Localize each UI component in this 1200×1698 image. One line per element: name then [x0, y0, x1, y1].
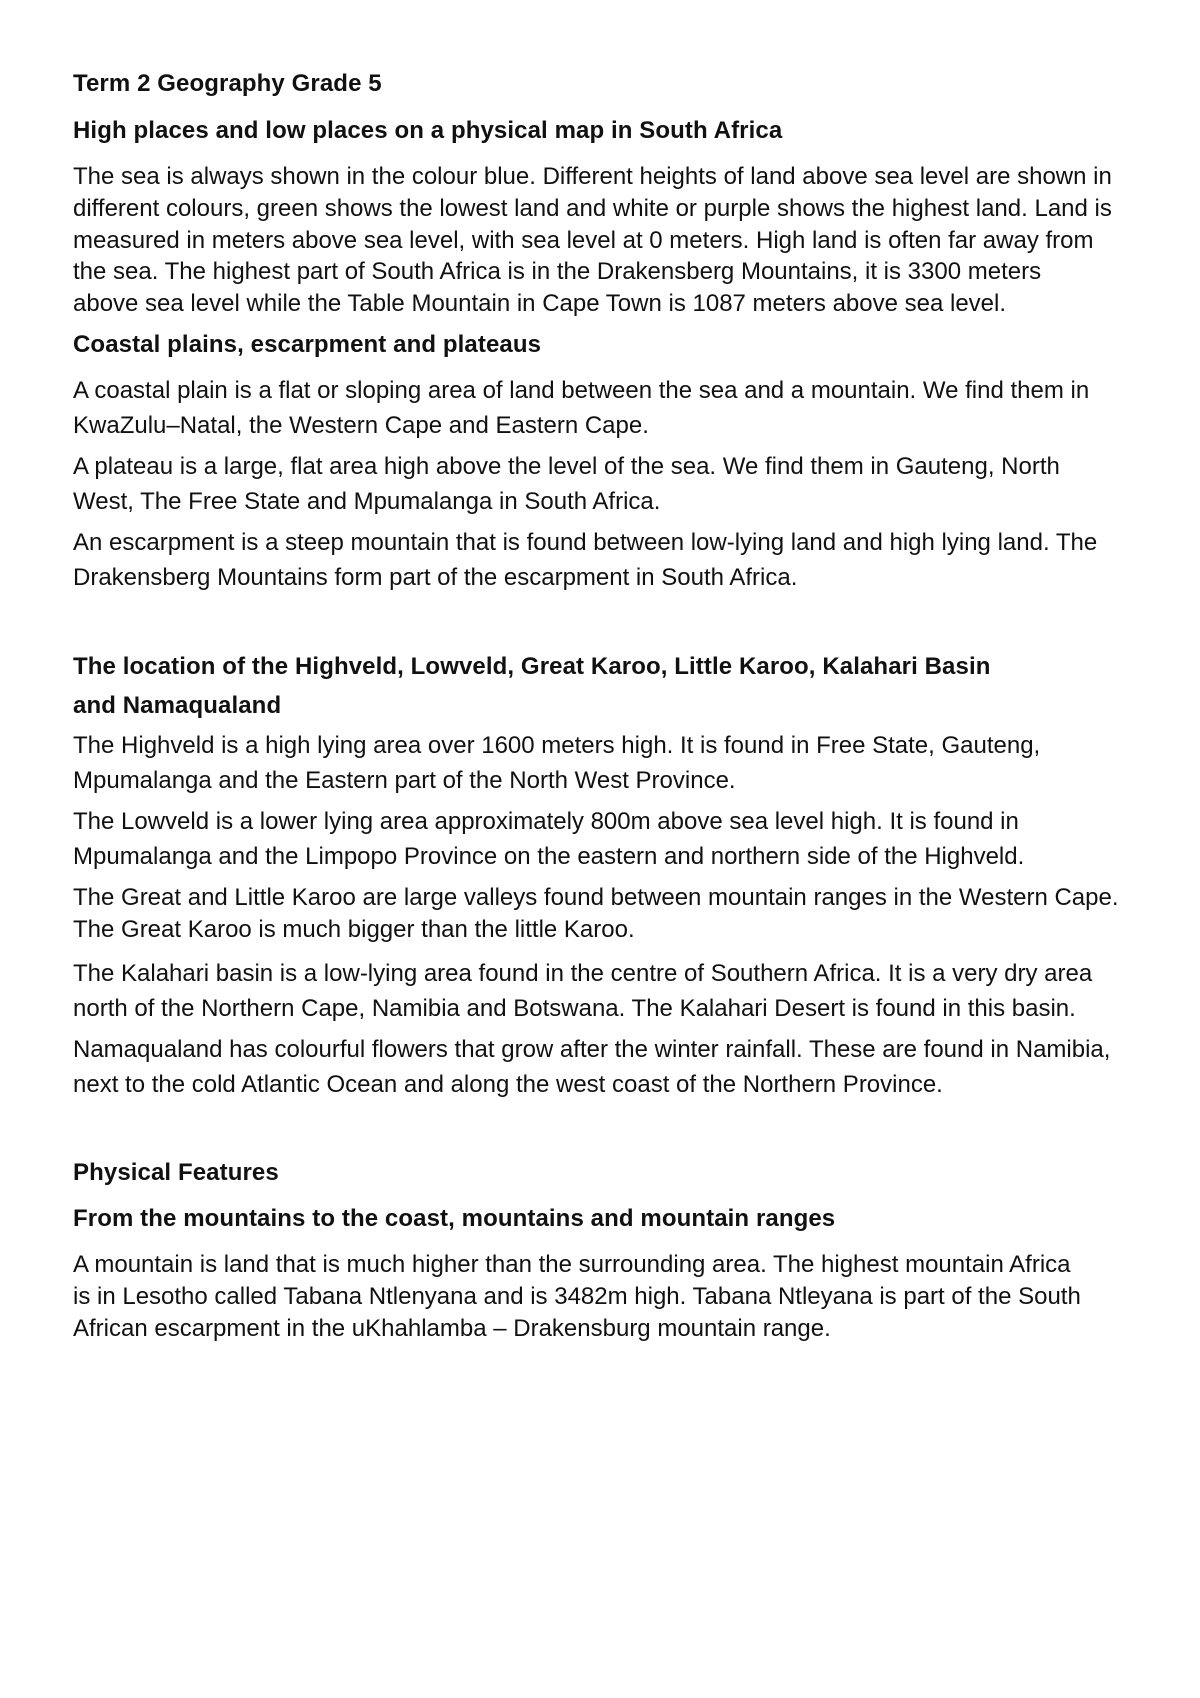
paragraph-line: The Great Karoo is much bigger than the little Karoo.: [73, 916, 635, 943]
paragraph-line: Mpumalanga and the Eastern part of the North West Province.: [73, 767, 736, 794]
paragraph-line: The sea is always shown in the colour blue. Different heights of land above sea level are shown in: [73, 163, 1112, 190]
paragraph-line: next to the cold Atlantic Ocean and along the west coast of the Northern Province.: [73, 1071, 943, 1098]
paragraph-line: Namaqualand has colourful flowers that grow after the winter rainfall. These are found in Namibia,: [73, 1036, 1111, 1063]
paragraph-line: Mpumalanga and the Limpopo Province on the eastern and northern side of the Highveld.: [73, 843, 1025, 870]
paragraph-line: The Great and Little Karoo are large valleys found between mountain ranges in the Western Cape.: [73, 884, 1119, 911]
paragraph-line: A plateau is a large, flat area high above the level of the sea. We find them in Gauteng, North: [73, 453, 1060, 480]
paragraph-line: The Kalahari basin is a low-lying area found in the centre of Southern Africa. It is a very dry area: [73, 960, 1093, 987]
heading-location-cont: and Namaqualand: [73, 692, 282, 719]
paragraph-line: measured in meters above sea level, with sea level at 0 meters. High land is often far away from: [73, 227, 1094, 254]
paragraph-line: A coastal plain is a flat or sloping area of land between the sea and a mountain. We find them in: [73, 377, 1090, 404]
paragraph-line: different colours, green shows the lowest land and white or purple shows the highest land. Land is: [73, 195, 1112, 222]
paragraph-line: The Lowveld is a lower lying area approximately 800m above sea level high. It is found in: [73, 808, 1019, 835]
paragraph-line: above sea level while the Table Mountain in Cape Town is 1087 meters above sea level.: [73, 290, 1007, 317]
paragraph-line: A mountain is land that is much higher than the surrounding area. The highest mountain Africa: [73, 1251, 1071, 1278]
heading-physical-features: Physical Features: [73, 1159, 279, 1186]
paragraph-line: north of the Northern Cape, Namibia and Botswana. The Kalahari Desert is found in this basin.: [73, 995, 1076, 1022]
heading-high-low-places: High places and low places on a physical map in South Africa: [73, 117, 783, 144]
paragraph-line: The Highveld is a high lying area over 1600 meters high. It is found in Free State, Gauteng,: [73, 732, 1041, 759]
heading-location: The location of the Highveld, Lowveld, Great Karoo, Little Karoo, Kalahari Basin: [73, 653, 991, 680]
paragraph-line: Drakensberg Mountains form part of the escarpment in South Africa.: [73, 564, 798, 591]
heading-coastal-plains: Coastal plains, escarpment and plateaus: [73, 331, 542, 358]
heading-mountains: From the mountains to the coast, mountains and mountain ranges: [73, 1205, 836, 1232]
paragraph-line: West, The Free State and Mpumalanga in South Africa.: [73, 488, 661, 515]
paragraph-line: is in Lesotho called Tabana Ntlenyana and is 3482m high. Tabana Ntleyana is part of the South: [73, 1283, 1081, 1310]
paragraph-line: An escarpment is a steep mountain that is found between low-lying land and high lying land. The: [73, 529, 1098, 556]
paragraph-line: the sea. The highest part of South Africa is in the Drakensberg Mountains, it is 3300 meters: [73, 258, 1042, 285]
paragraph-line: KwaZulu–Natal, the Western Cape and Eastern Cape.: [73, 412, 649, 439]
paragraph-line: African escarpment in the uKhahlamba – Drakensburg mountain range.: [73, 1315, 831, 1342]
document-title: Term 2 Geography Grade 5: [73, 70, 382, 97]
